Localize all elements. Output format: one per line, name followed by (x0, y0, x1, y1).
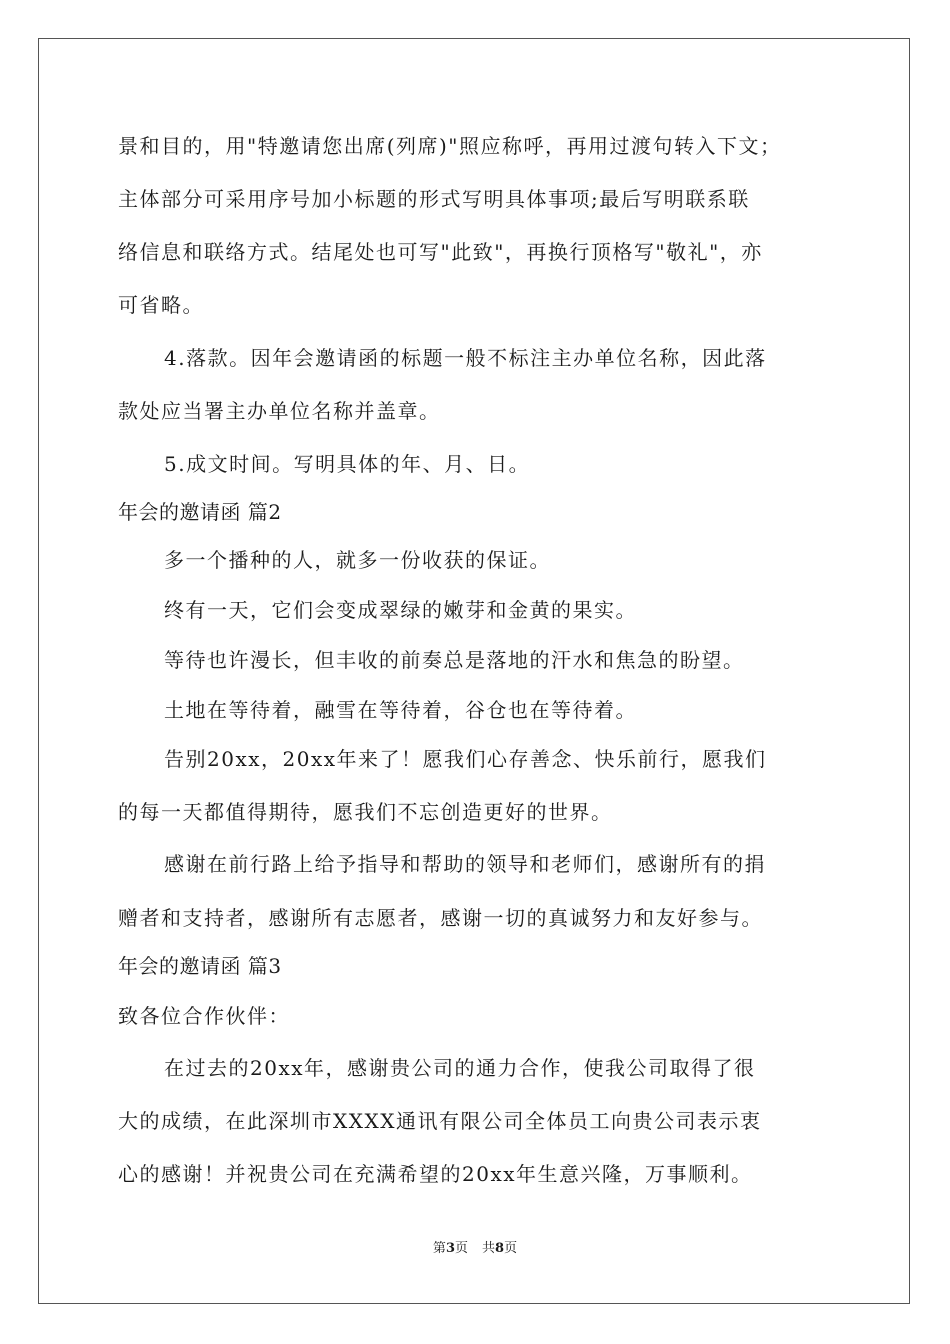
paragraph-line: 大的成绩，在此深圳市XXXX通讯有限公司全体员工向贵公司表示衷 (118, 1109, 762, 1133)
paragraph-line: 主体部分可采用序号加小标题的形式写明具体事项;最后写明联系联 (118, 187, 750, 211)
section-heading: 年会的邀请函 篇3 (118, 954, 282, 978)
paragraph-line: 感谢在前行路上给予指导和帮助的领导和老师们，感谢所有的捐 (164, 852, 766, 876)
paragraph-line: 景和目的，用"特邀请您出席(列席)"照应称呼，再用过渡句转入下文； (118, 134, 782, 158)
section-heading: 年会的邀请函 篇2 (118, 500, 282, 524)
paragraph-line: 5.成文时间。写明具体的年、月、日。 (164, 452, 531, 476)
total-page-count: 8 (495, 1241, 505, 1256)
salutation: 致各位合作伙伴： (118, 1004, 290, 1028)
paragraph-line: 赠者和支持者，感谢所有志愿者，感谢一切的真诚努力和友好参与。 (118, 906, 763, 930)
paragraph-line: 4.落款。因年会邀请函的标题一般不标注主办单位名称，因此落 (164, 346, 767, 370)
paragraph-line: 的每一天都值得期待，愿我们不忘创造更好的世界。 (118, 800, 613, 824)
paragraph-line: 土地在等待着，融雪在等待着，谷仓也在等待着。 (164, 698, 637, 722)
paragraph-line: 告别20xx，20xx年来了！愿我们心存善念、快乐前行，愿我们 (164, 747, 767, 771)
total-pages-prefix: 共 (482, 1241, 496, 1256)
paragraph-line: 心的感谢！并祝贵公司在充满希望的20xx年生意兴隆，万事顺利。 (118, 1162, 753, 1186)
paragraph-line: 络信息和联络方式。结尾处也可写"此致"，再换行顶格写"敬礼"，亦 (118, 240, 763, 264)
page-number-prefix: 第 (432, 1241, 446, 1256)
paragraph-line: 在过去的20xx年，感谢贵公司的通力合作，使我公司取得了很 (164, 1056, 756, 1080)
page-number-suffix: 页 (454, 1241, 468, 1256)
paragraph-line: 多一个播种的人，就多一份收获的保证。 (164, 548, 551, 572)
paragraph-line: 等待也许漫长，但丰收的前奏总是落地的汗水和焦急的盼望。 (164, 648, 745, 672)
page-footer (0, 1240, 950, 1258)
paragraph-line: 终有一天，它们会变成翠绿的嫩芽和金黄的果实。 (164, 598, 637, 622)
paragraph-line: 可省略。 (118, 293, 204, 317)
current-page-number: 3 (445, 1241, 455, 1256)
total-pages-suffix: 页 (504, 1241, 518, 1256)
paragraph-line: 款处应当署主办单位名称并盖章。 (118, 399, 441, 423)
